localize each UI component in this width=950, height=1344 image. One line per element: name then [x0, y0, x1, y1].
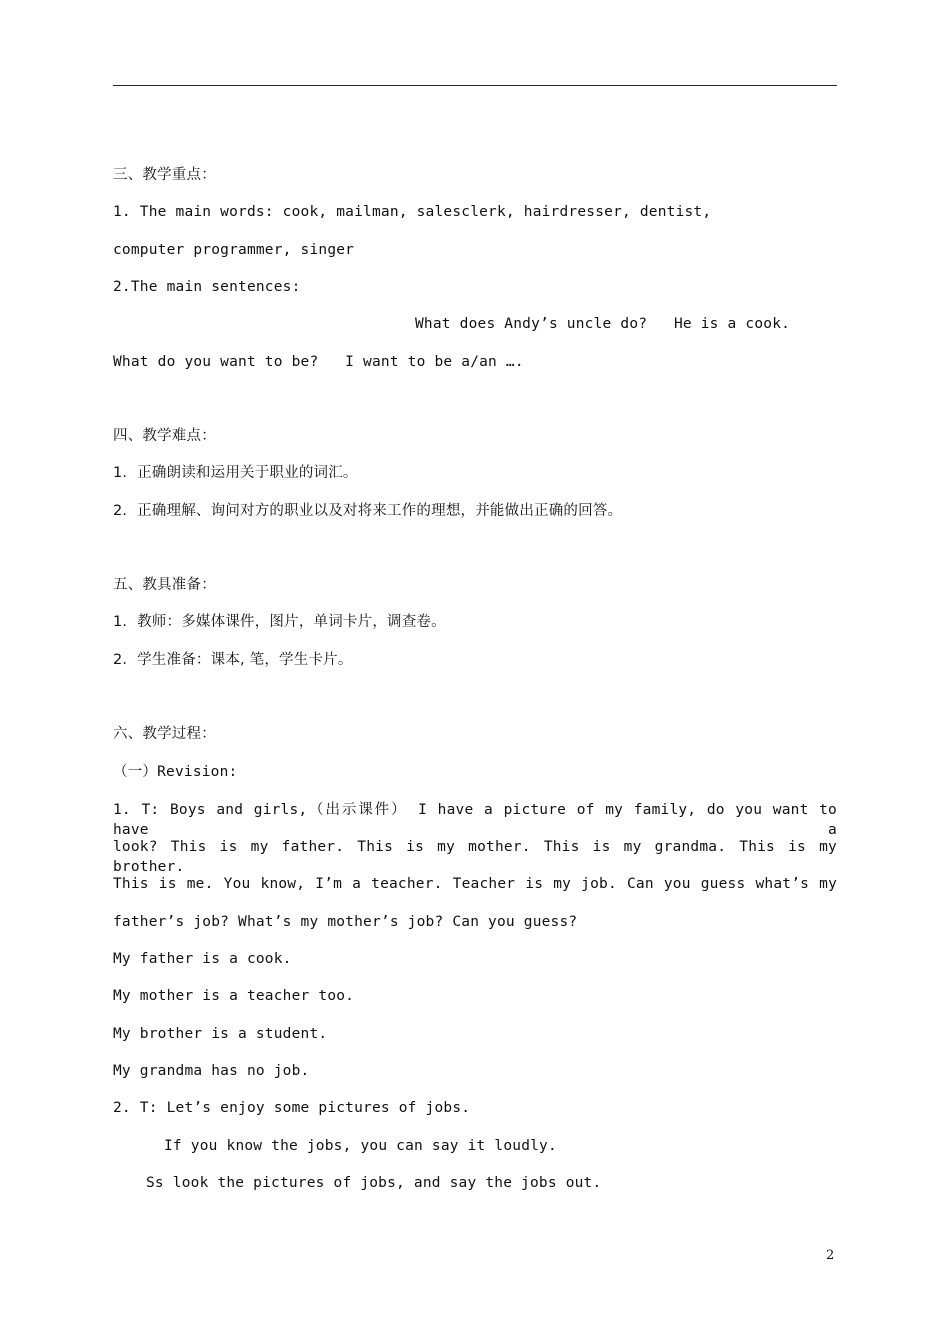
text-line: My brother is a student. [113, 1026, 328, 1042]
text-line: Ss look the pictures of jobs, and say the jobs out. [146, 1175, 602, 1191]
text-line: 1．正确朗读和运用关于职业的词汇。 [113, 465, 358, 481]
text-line: This is me. You know, I’m a teacher. Teacher is my job. Can you guess what’s my [113, 876, 837, 892]
section-heading: 五、教具准备： [113, 577, 216, 593]
text-line: 2．学生准备：课本, 笔，学生卡片。 [113, 652, 353, 668]
header-rule [113, 85, 837, 86]
section-heading: 六、教学过程： [113, 726, 216, 742]
text-line: computer programmer, singer [113, 242, 355, 258]
text-line: look? This is my father. This is my mother. This is my grandma. This is my brother. [113, 839, 837, 875]
text-line: My grandma has no job. [113, 1063, 310, 1079]
text-line: What do you want to be? I want to be a/an …. [113, 354, 524, 370]
section-heading: 四、教学难点： [113, 428, 216, 444]
text-line: 1. T: Boys and girls,（出示课件） I have a picture of my family, do you want to have a [113, 802, 837, 838]
text-line: If you know the jobs, you can say it loudly. [164, 1138, 557, 1154]
text-line: My father is a cook. [113, 951, 292, 967]
text-line: 2.The main sentences: [113, 279, 301, 295]
page-number: 2 [826, 1248, 835, 1263]
text-line: 2. T: Let’s enjoy some pictures of jobs. [113, 1100, 471, 1116]
section-heading: 三、教学重点： [113, 167, 216, 183]
text-line: 2．正确理解、询问对方的职业以及对将来工作的理想，并能做出正确的回答。 [113, 503, 623, 519]
text-line: My mother is a teacher too. [113, 988, 355, 1004]
subheading: （一）Revision: [113, 764, 238, 780]
text-line: 1．教师：多媒体课件，图片，单词卡片，调查卷。 [113, 614, 446, 630]
text-line: 1. The main words: cook, mailman, salesclerk, hairdresser, dentist, [113, 204, 712, 220]
text-line: father’s job? What’s my mother’s job? Can you guess? [113, 914, 578, 930]
text-line: What does Andy’s uncle do? He is a cook. [415, 316, 791, 332]
